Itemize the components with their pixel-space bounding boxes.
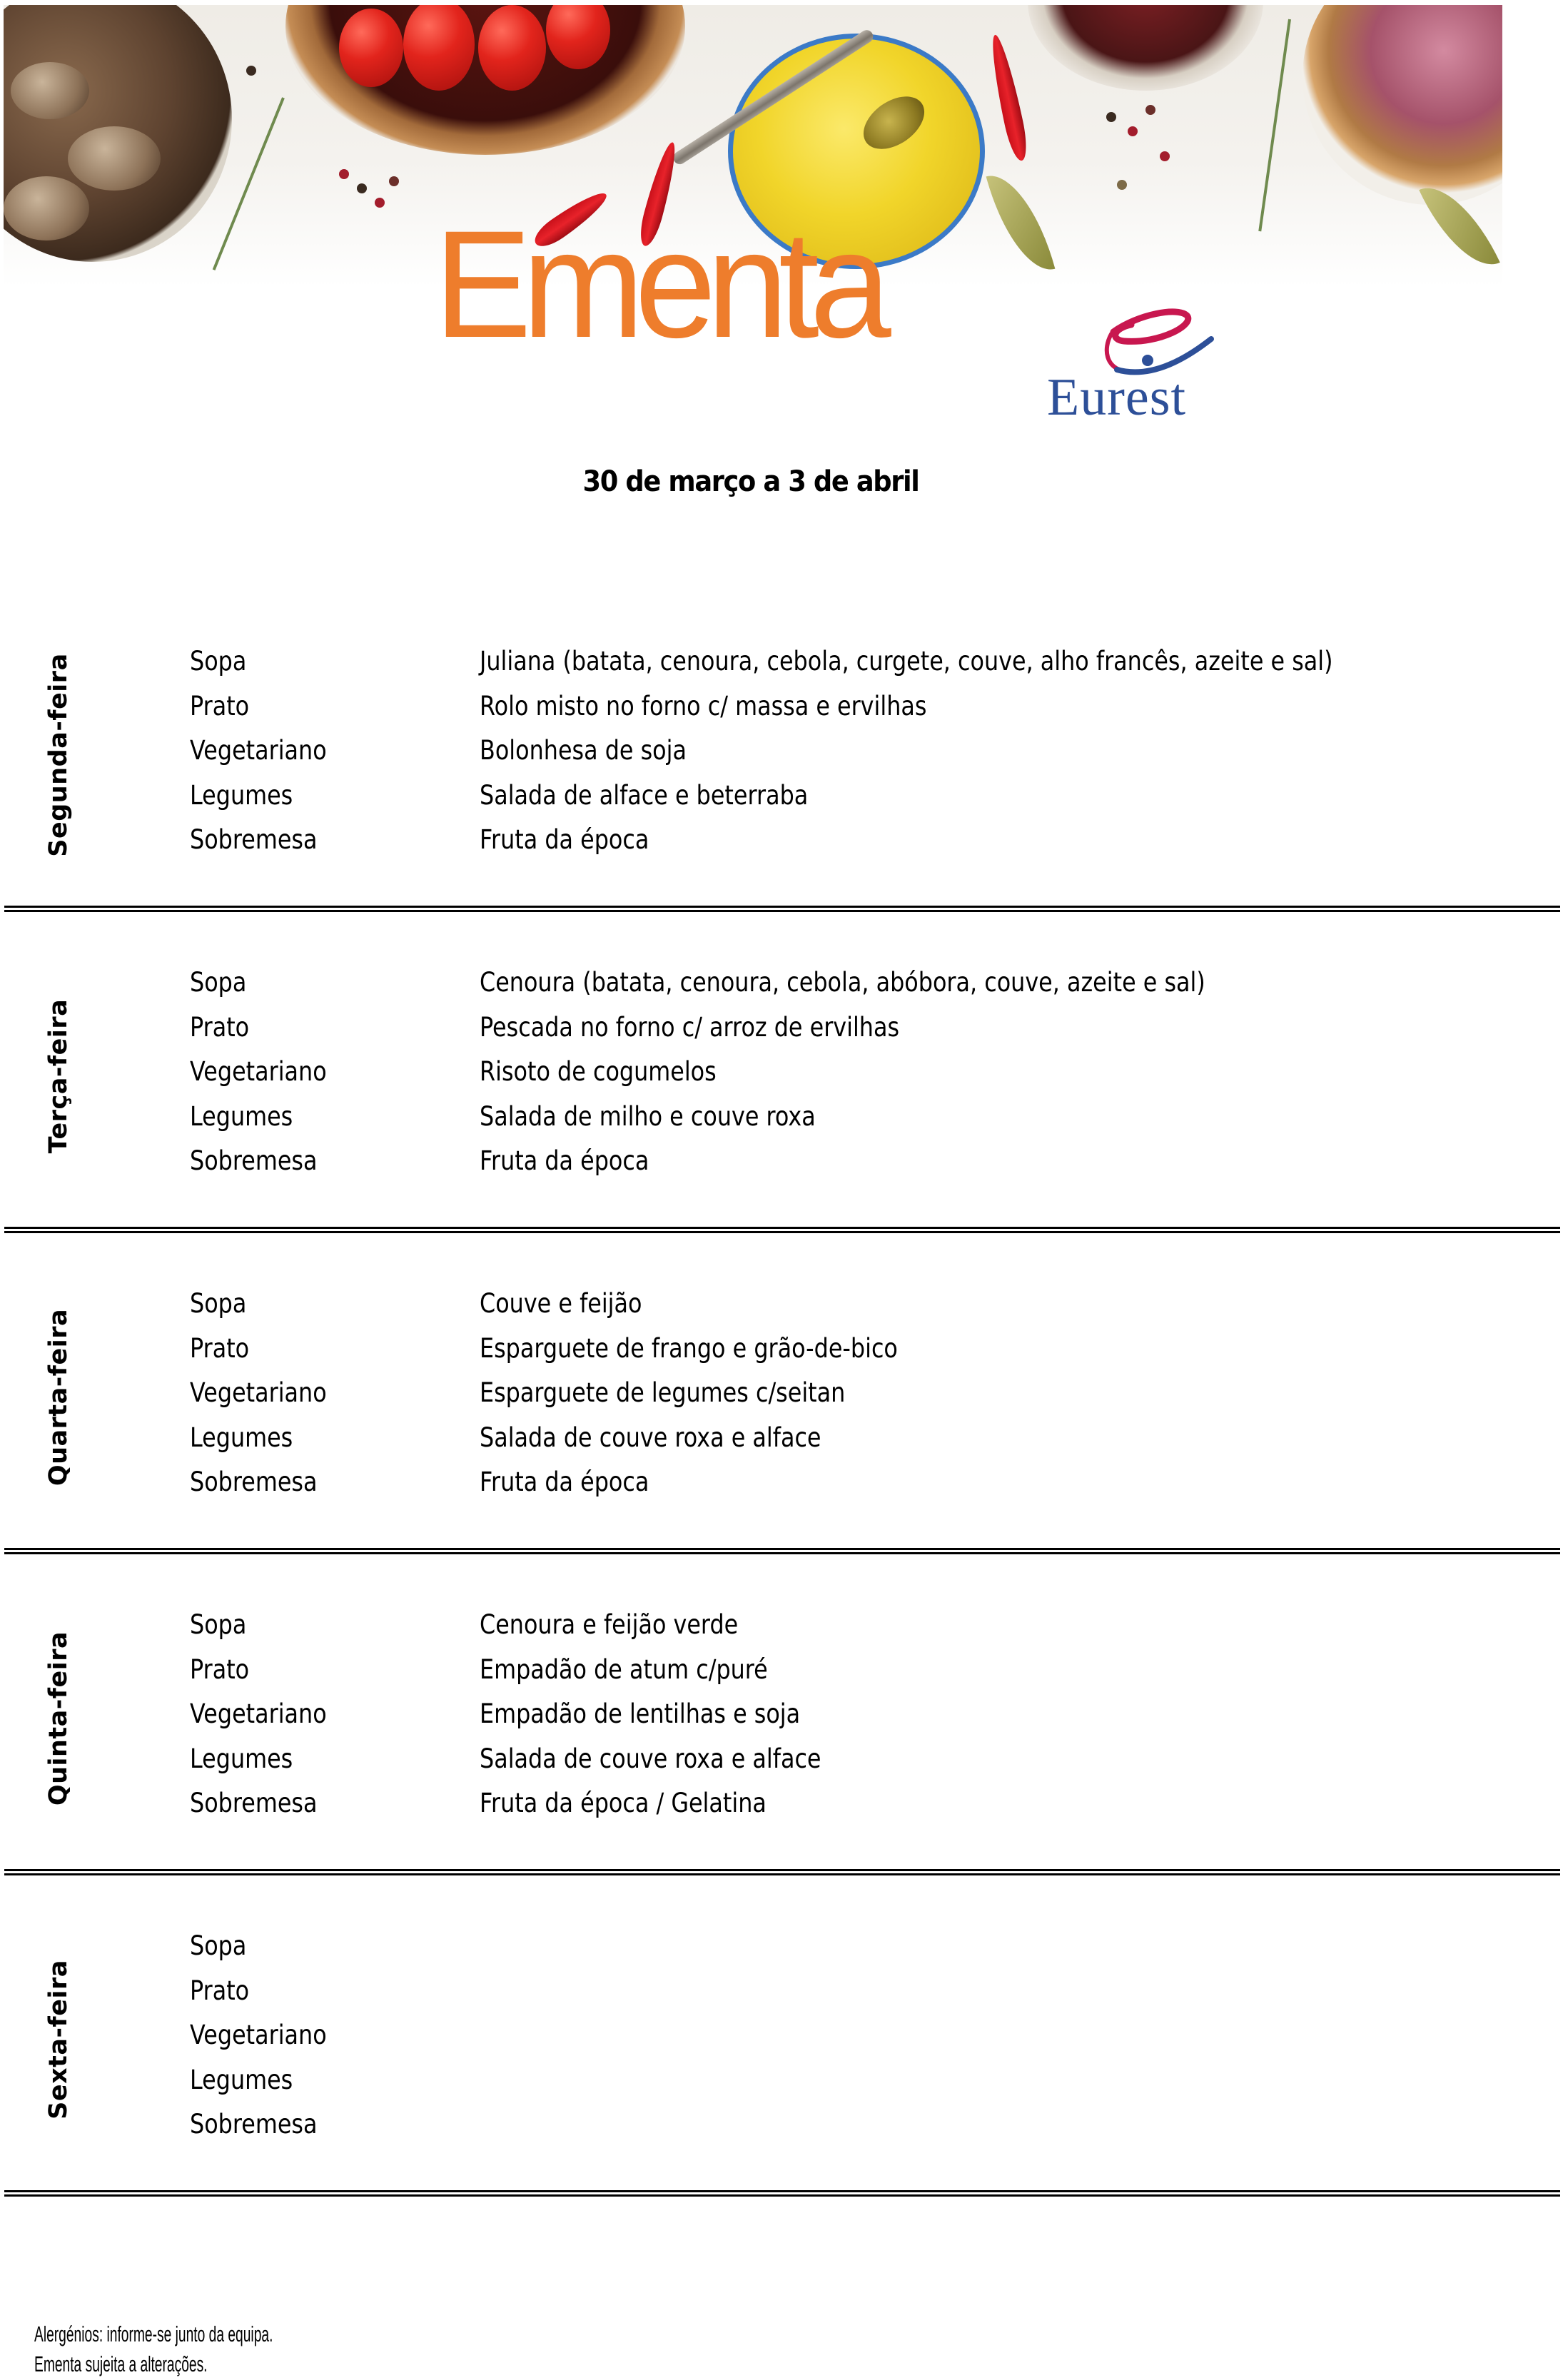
peppercorn-image (1160, 151, 1170, 161)
dish-value: Cenoura (batata, cenoura, cebola, abóbora, couve, azeite e sal) (480, 967, 1205, 998)
day-separator (4, 1227, 1560, 1234)
tomato-image (339, 9, 403, 87)
category-label: Vegetariano (190, 735, 327, 766)
mushroom-image (4, 176, 89, 240)
peppercorn-image (357, 183, 367, 193)
dish-value: Salada de milho e couve roxa (480, 1100, 816, 1132)
menu-row (0, 1654, 1563, 1698)
menu-row (0, 1743, 1563, 1788)
dish-value: Empadão de atum c/puré (480, 1654, 768, 1685)
dish-value: Esparguete de legumes c/seitan (480, 1377, 846, 1408)
dish-value: Fruta da época (480, 1467, 649, 1497)
category-label: Vegetariano (190, 1377, 327, 1408)
peppercorn-image (1128, 126, 1138, 136)
category-label: Sobremesa (190, 1467, 318, 1497)
day-separator (4, 906, 1560, 913)
menu-row (0, 1788, 1563, 1832)
dish-value: Fruta da época / Gelatina (480, 1788, 767, 1818)
menu-row (0, 691, 1563, 735)
category-label: Sopa (190, 1609, 247, 1640)
category-label: Sobremesa (190, 824, 318, 855)
dish-value: Fruta da época (480, 824, 649, 855)
category-label: Sobremesa (190, 1145, 318, 1176)
footer-notes (34, 2319, 273, 2379)
menu-row (0, 1975, 1563, 2020)
category-label: Sopa (190, 967, 247, 998)
menu-row (0, 967, 1563, 1011)
dish-value: Fruta da época (480, 1145, 649, 1176)
dish-value: Risoto de cogumelos (480, 1056, 717, 1087)
menu-row (0, 2020, 1563, 2064)
menu-row (0, 1930, 1563, 1975)
menu-row (0, 1467, 1563, 1511)
menu-row (0, 1101, 1563, 1145)
mushroom-image (68, 126, 161, 191)
dish-value: Salada de alface e beterraba (480, 779, 809, 811)
peppercorn-image (1106, 112, 1116, 122)
day-block-quinta (0, 1609, 1563, 1930)
menu-row (0, 1698, 1563, 1743)
menu-row (0, 1377, 1563, 1422)
menu-row (0, 1288, 1563, 1332)
tomato-image (478, 5, 546, 91)
category-label: Sobremesa (190, 2109, 318, 2140)
menu-row (0, 1012, 1563, 1056)
peppercorn-image (246, 66, 256, 76)
eurest-logo-icon (1046, 300, 1245, 378)
day-block-sexta (0, 1930, 1563, 2252)
day-block-segunda (0, 646, 1563, 967)
day-separator (4, 1869, 1560, 1876)
category-label: Prato (190, 1332, 250, 1364)
day-block-quarta (0, 1288, 1563, 1609)
day-name: Sexta-feira (44, 1960, 73, 2120)
category-label: Legumes (190, 1100, 293, 1132)
mushroom-image (11, 62, 89, 119)
menu-row (0, 1422, 1563, 1467)
changes-note: Ementa sujeita a alterações. (34, 2351, 208, 2376)
category-label: Vegetariano (190, 1698, 327, 1729)
dish-value: Esparguete de frango e grão-de-bico (480, 1332, 898, 1364)
day-block-terca (0, 967, 1563, 1288)
eurest-wordmark: Eurest (1047, 368, 1187, 427)
menu-row (0, 2109, 1563, 2153)
peppercorn-image (375, 198, 385, 208)
menu-row (0, 824, 1563, 869)
menu-row (0, 780, 1563, 824)
eurest-logo (1046, 300, 1245, 425)
allergens-note: Alergénios: informe-se junto da equipa. (34, 2321, 273, 2346)
category-label: Sobremesa (190, 1788, 318, 1818)
peppercorn-image (389, 176, 399, 186)
day-name: Segunda-feira (44, 653, 73, 857)
category-label: Legumes (190, 1422, 293, 1453)
dish-value: Rolo misto no forno c/ massa e ervilhas (480, 690, 927, 721)
dish-value: Empadão de lentilhas e soja (480, 1698, 801, 1729)
peppercorn-image (1145, 105, 1155, 115)
menu-row (0, 646, 1563, 690)
category-label: Legumes (190, 1743, 293, 1774)
day-name: Quarta-feira (44, 1308, 73, 1487)
menu-row (0, 1145, 1563, 1190)
category-label: Prato (190, 690, 250, 721)
dish-value: Salada de couve roxa e alface (480, 1422, 821, 1453)
menu-row (0, 2065, 1563, 2109)
dish-value: Salada de couve roxa e alface (480, 1743, 821, 1774)
menu-row (0, 735, 1563, 779)
category-label: Prato (190, 1654, 250, 1685)
day-name: Terça-feira (44, 998, 73, 1154)
peppercorn-image (1117, 180, 1127, 190)
menu-title: Ementa (434, 199, 882, 370)
dish-value: Bolonhesa de soja (480, 735, 687, 766)
category-label: Prato (190, 1011, 250, 1043)
category-label: Vegetariano (190, 1056, 327, 1087)
dish-value: Juliana (batata, cenoura, cebola, curgete, couve, alho francês, azeite e sal) (480, 646, 1333, 677)
dish-value: Cenoura e feijão verde (480, 1609, 739, 1640)
category-label: Prato (190, 1975, 250, 2006)
menu-row (0, 1333, 1563, 1377)
day-separator (4, 2190, 1560, 2197)
category-label: Legumes (190, 2064, 293, 2095)
category-label: Sopa (190, 1288, 247, 1319)
category-label: Vegetariano (190, 2020, 327, 2050)
day-separator (4, 1548, 1560, 1555)
dish-value: Couve e feijão (480, 1288, 642, 1319)
category-label: Legumes (190, 779, 293, 811)
menu-row (0, 1609, 1563, 1654)
category-label: Sopa (190, 646, 247, 677)
menu-row (0, 1056, 1563, 1100)
category-label: Sopa (190, 1930, 247, 1961)
day-name: Quinta-feira (44, 1631, 73, 1806)
date-range: 30 de março a 3 de abril (582, 465, 919, 498)
peppercorn-image (339, 169, 349, 179)
dish-value: Pescada no forno c/ arroz de ervilhas (480, 1011, 900, 1043)
